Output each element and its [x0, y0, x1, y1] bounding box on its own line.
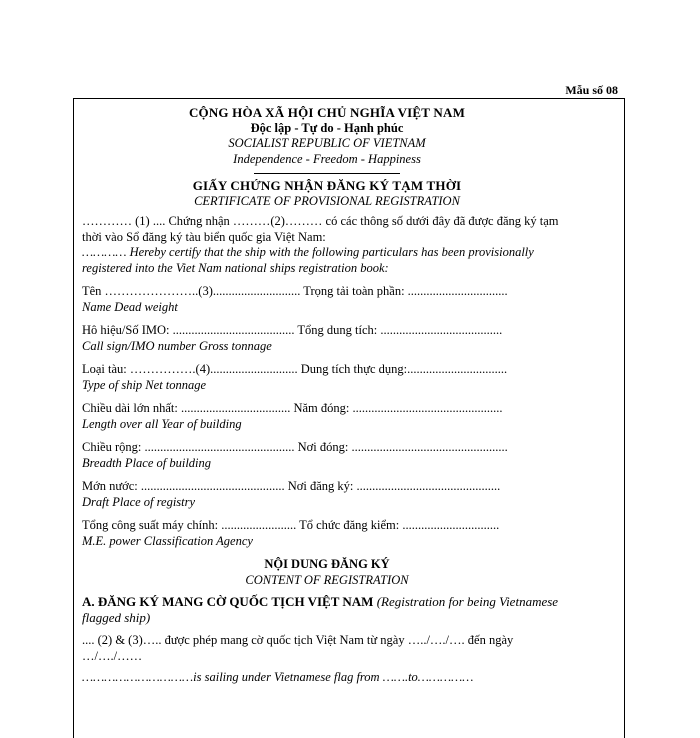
field-vi: Hô hiệu/Số IMO: ....................................... Tổng dung tích: ....................................... [82, 323, 503, 337]
section-a-title-vi: A. ĐĂNG KÝ MANG CỜ QUỐC TỊCH VIỆT NAM [82, 594, 374, 609]
section-a-line-vi: .... (2) & (3)….. được phép mang cờ quốc tịch Việt Nam từ ngày …../…./…. đến ngày …/…./…… [82, 633, 514, 663]
field-row [82, 440, 572, 471]
section-a [82, 594, 572, 686]
field-row [82, 362, 572, 393]
header-divider [254, 173, 400, 174]
field-en: Draft Place of registry [82, 494, 196, 509]
field-row [82, 323, 572, 354]
content-section-heading [82, 557, 572, 588]
field-vi: Chiều rộng: ................................................ Nơi đóng: .................................................. [82, 440, 508, 454]
title-en: CERTIFICATE OF PROVISIONAL REGISTRATION [194, 193, 460, 208]
field-en: Name Dead weight [82, 299, 178, 314]
field-vi: Tổng công suất máy chính: ........................ Tổ chức đăng kiểm: ............................... [82, 518, 500, 532]
motto-en: Independence - Freedom - Happiness [233, 151, 421, 166]
republic-title-vi: CỘNG HÒA XÃ HỘI CHỦ NGHĨA VIỆT NAM [188, 105, 466, 120]
field-row [82, 401, 572, 432]
section-a-title [82, 594, 572, 625]
motto-vi: Độc lập - Tự do - Hạnh phúc [250, 120, 404, 135]
intro-paragraph [82, 214, 572, 276]
certificate-content [82, 105, 572, 686]
intro-vi: ………… (1) .... Chứng nhận ………(2)……… có các thông số dưới đây đã được đăng ký tạm thời vào Sổ đăng ký tàu biển quốc gia Việt Nam: [82, 214, 559, 244]
content-heading-en: CONTENT OF REGISTRATION [245, 572, 409, 587]
intro-en: ………… Hereby certify that the ship with the following particulars has been provisionally registered into the Viet Nam national ships registration book: [82, 245, 534, 275]
form-number: Mẫu số 08 [565, 83, 618, 97]
field-vi: Tên …………………..(3)............................ Trọng tải toàn phần: ................................ [82, 284, 508, 298]
field-en: Call sign/IMO number Gross tonnage [82, 338, 272, 353]
field-row [82, 479, 572, 510]
field-vi: Loại tàu: …………….(4)............................ Dung tích thực dụng:................................ [82, 362, 508, 376]
field-en: Type of ship Net tonnage [82, 377, 207, 392]
title-vi: GIẤY CHỨNG NHẬN ĐĂNG KÝ TẠM THỜI [192, 178, 462, 193]
field-row [82, 518, 572, 549]
content-heading-vi: NỘI DUNG ĐĂNG KÝ [264, 557, 390, 571]
field-vi: Mớn nước: .............................................. Nơi đăng ký: .............................................. [82, 479, 501, 493]
field-en: Length over all Year of building [82, 416, 242, 431]
republic-title-en: SOCIALIST REPUBLIC OF VIETNAM [228, 136, 426, 150]
section-a-line-en: …………………………is sailing under Vietnamese flag from …….to…………… [82, 670, 474, 684]
field-en: M.E. power Classification Agency [82, 533, 253, 548]
national-header [82, 105, 572, 167]
field-row [82, 284, 572, 315]
certificate-title [82, 178, 572, 209]
section-a-title-en: (Registration for being Vietnamese flagged ship) [82, 594, 559, 625]
field-vi: Chiều dài lớn nhất: ................................... Năm đóng: ................................................ [82, 401, 503, 415]
field-en: Breadth Place of building [82, 455, 212, 470]
